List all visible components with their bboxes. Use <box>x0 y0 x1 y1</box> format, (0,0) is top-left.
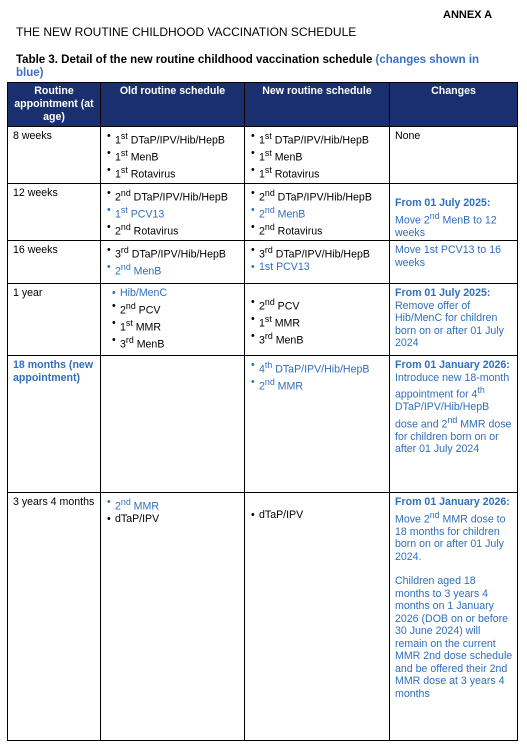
vaccine-item: • 1st Rotavirus <box>106 164 240 181</box>
new-schedule-cell <box>245 284 390 356</box>
vaccine-item: • 1st MenB <box>106 147 240 164</box>
new-schedule-cell <box>245 127 390 184</box>
appointment-cell: 12 weeks <box>8 184 101 241</box>
vaccine-item-changed: • 1st PCV13 <box>106 204 240 221</box>
changes-cell <box>390 493 518 741</box>
vaccine-item-changed: • 2nd MenB <box>106 261 240 278</box>
vaccine-item: • 2nd PCV <box>250 296 385 313</box>
vaccine-item: • 1st MMR <box>250 313 385 330</box>
vaccine-item: • 2nd DTaP/IPV/Hib/HepB <box>106 187 240 204</box>
changes-cell <box>390 184 518 241</box>
vaccine-item: • 1st MMR <box>111 317 240 334</box>
header-new-schedule: New routine schedule <box>245 83 390 127</box>
changes-heading: From 01 July 2025: <box>395 287 491 300</box>
document-title: THE NEW ROUTINE CHILDHOOD VACCINATION SCHEDULE <box>16 25 357 39</box>
caption-main: Table 3. Detail of the new routine childhood vaccination schedule <box>16 54 373 66</box>
changes-cell <box>390 356 518 493</box>
appointment-cell: 16 weeks <box>8 241 101 284</box>
table-row <box>8 184 518 241</box>
appointment-cell: 1 year <box>8 284 101 356</box>
old-schedule-cell <box>101 284 245 356</box>
annex-label: ANNEX A <box>443 9 493 21</box>
vaccine-item: • 2nd DTaP/IPV/Hib/HepB <box>250 187 385 204</box>
changes-text: Introduce new 18-month appointment for 4th DTaP/IPV/Hib/HepB dose and 2nd MMR dose for children born on or after 01 July 2024 <box>395 371 512 456</box>
vaccine-item: • 2nd Rotavirus <box>106 221 240 238</box>
changes-note: Children aged 18 months to 3 years 4 months on 1 January 2026 (DOB on or before 30 June 2024) will remain on the current MMR 2nd dose schedule and be offered their 2nd MMR dose at 3 years 4 months <box>395 575 513 700</box>
vaccine-item: • dTaP/IPV <box>106 513 240 526</box>
appointment-cell: 8 weeks <box>8 127 101 184</box>
vaccine-item: • 3rd MenB <box>111 334 240 351</box>
table-caption <box>16 54 506 80</box>
new-schedule-cell <box>245 356 390 493</box>
vaccine-item: • 3rd DTaP/IPV/Hib/HepB <box>106 244 240 261</box>
changes-heading: From 01 July 2025: <box>395 197 491 210</box>
old-schedule-cell <box>101 356 245 493</box>
changes-text: Move 2nd MMR dose to 18 months for children born on or after 01 July 2024. <box>395 509 506 563</box>
vaccine-item-changed: • Hib/MenC <box>111 287 240 300</box>
vaccine-item: • 2nd PCV <box>111 300 240 317</box>
vaccine-item: • 3rd MenB <box>250 330 385 347</box>
table-header-row <box>8 83 518 127</box>
table-row <box>8 356 518 493</box>
new-schedule-cell <box>245 493 390 741</box>
changes-heading: From 01 January 2026: <box>395 359 510 372</box>
vaccine-item-changed: • 2nd MenB <box>250 204 385 221</box>
changes-cell: Move 1st PCV13 to 16 weeks <box>390 241 518 284</box>
vaccine-item: • 1st DTaP/IPV/Hib/HepB <box>106 130 240 147</box>
vaccine-item-changed: • 2nd MMR <box>250 376 385 393</box>
old-schedule-cell <box>101 241 245 284</box>
new-schedule-cell <box>245 241 390 284</box>
table-row <box>8 127 518 184</box>
vaccine-item-changed: • 1st PCV13 <box>250 261 385 274</box>
vaccine-item-changed: • 2nd MMR <box>106 496 240 513</box>
header-appointment: Routine appointment (at age) <box>8 83 101 127</box>
header-old-schedule: Old routine schedule <box>101 83 245 127</box>
changes-text: Remove offer of Hib/MenC for children born on or after 01 July 2024 <box>395 299 504 350</box>
header-changes: Changes <box>390 83 518 127</box>
vaccine-item: • 3rd DTaP/IPV/Hib/HepB <box>250 244 385 261</box>
old-schedule-cell <box>101 184 245 241</box>
old-schedule-cell <box>101 127 245 184</box>
vaccine-item: • 1st MenB <box>250 147 385 164</box>
changes-cell: None <box>390 127 518 184</box>
changes-heading: From 01 January 2026: <box>395 496 510 509</box>
appointment-cell: 3 years 4 months <box>8 493 101 741</box>
vaccine-item: • 2nd Rotavirus <box>250 221 385 238</box>
changes-cell <box>390 284 518 356</box>
vaccine-item-changed: • 4th DTaP/IPV/Hib/HepB <box>250 359 385 376</box>
vaccine-item: • dTaP/IPV <box>250 509 385 522</box>
vaccine-item: • 1st Rotavirus <box>250 164 385 181</box>
new-schedule-cell <box>245 184 390 241</box>
table-row <box>8 241 518 284</box>
table-row <box>8 493 518 741</box>
appointment-cell: 18 months (new appointment) <box>8 356 101 493</box>
vaccine-item: • 1st DTaP/IPV/Hib/HepB <box>250 130 385 147</box>
vaccination-schedule-table <box>7 82 518 741</box>
changes-text: Move 2nd MenB to 12 weeks <box>395 210 497 239</box>
old-schedule-cell <box>101 493 245 741</box>
caption-blue-note: (changes shown in blue) <box>16 54 480 79</box>
table-row <box>8 284 518 356</box>
